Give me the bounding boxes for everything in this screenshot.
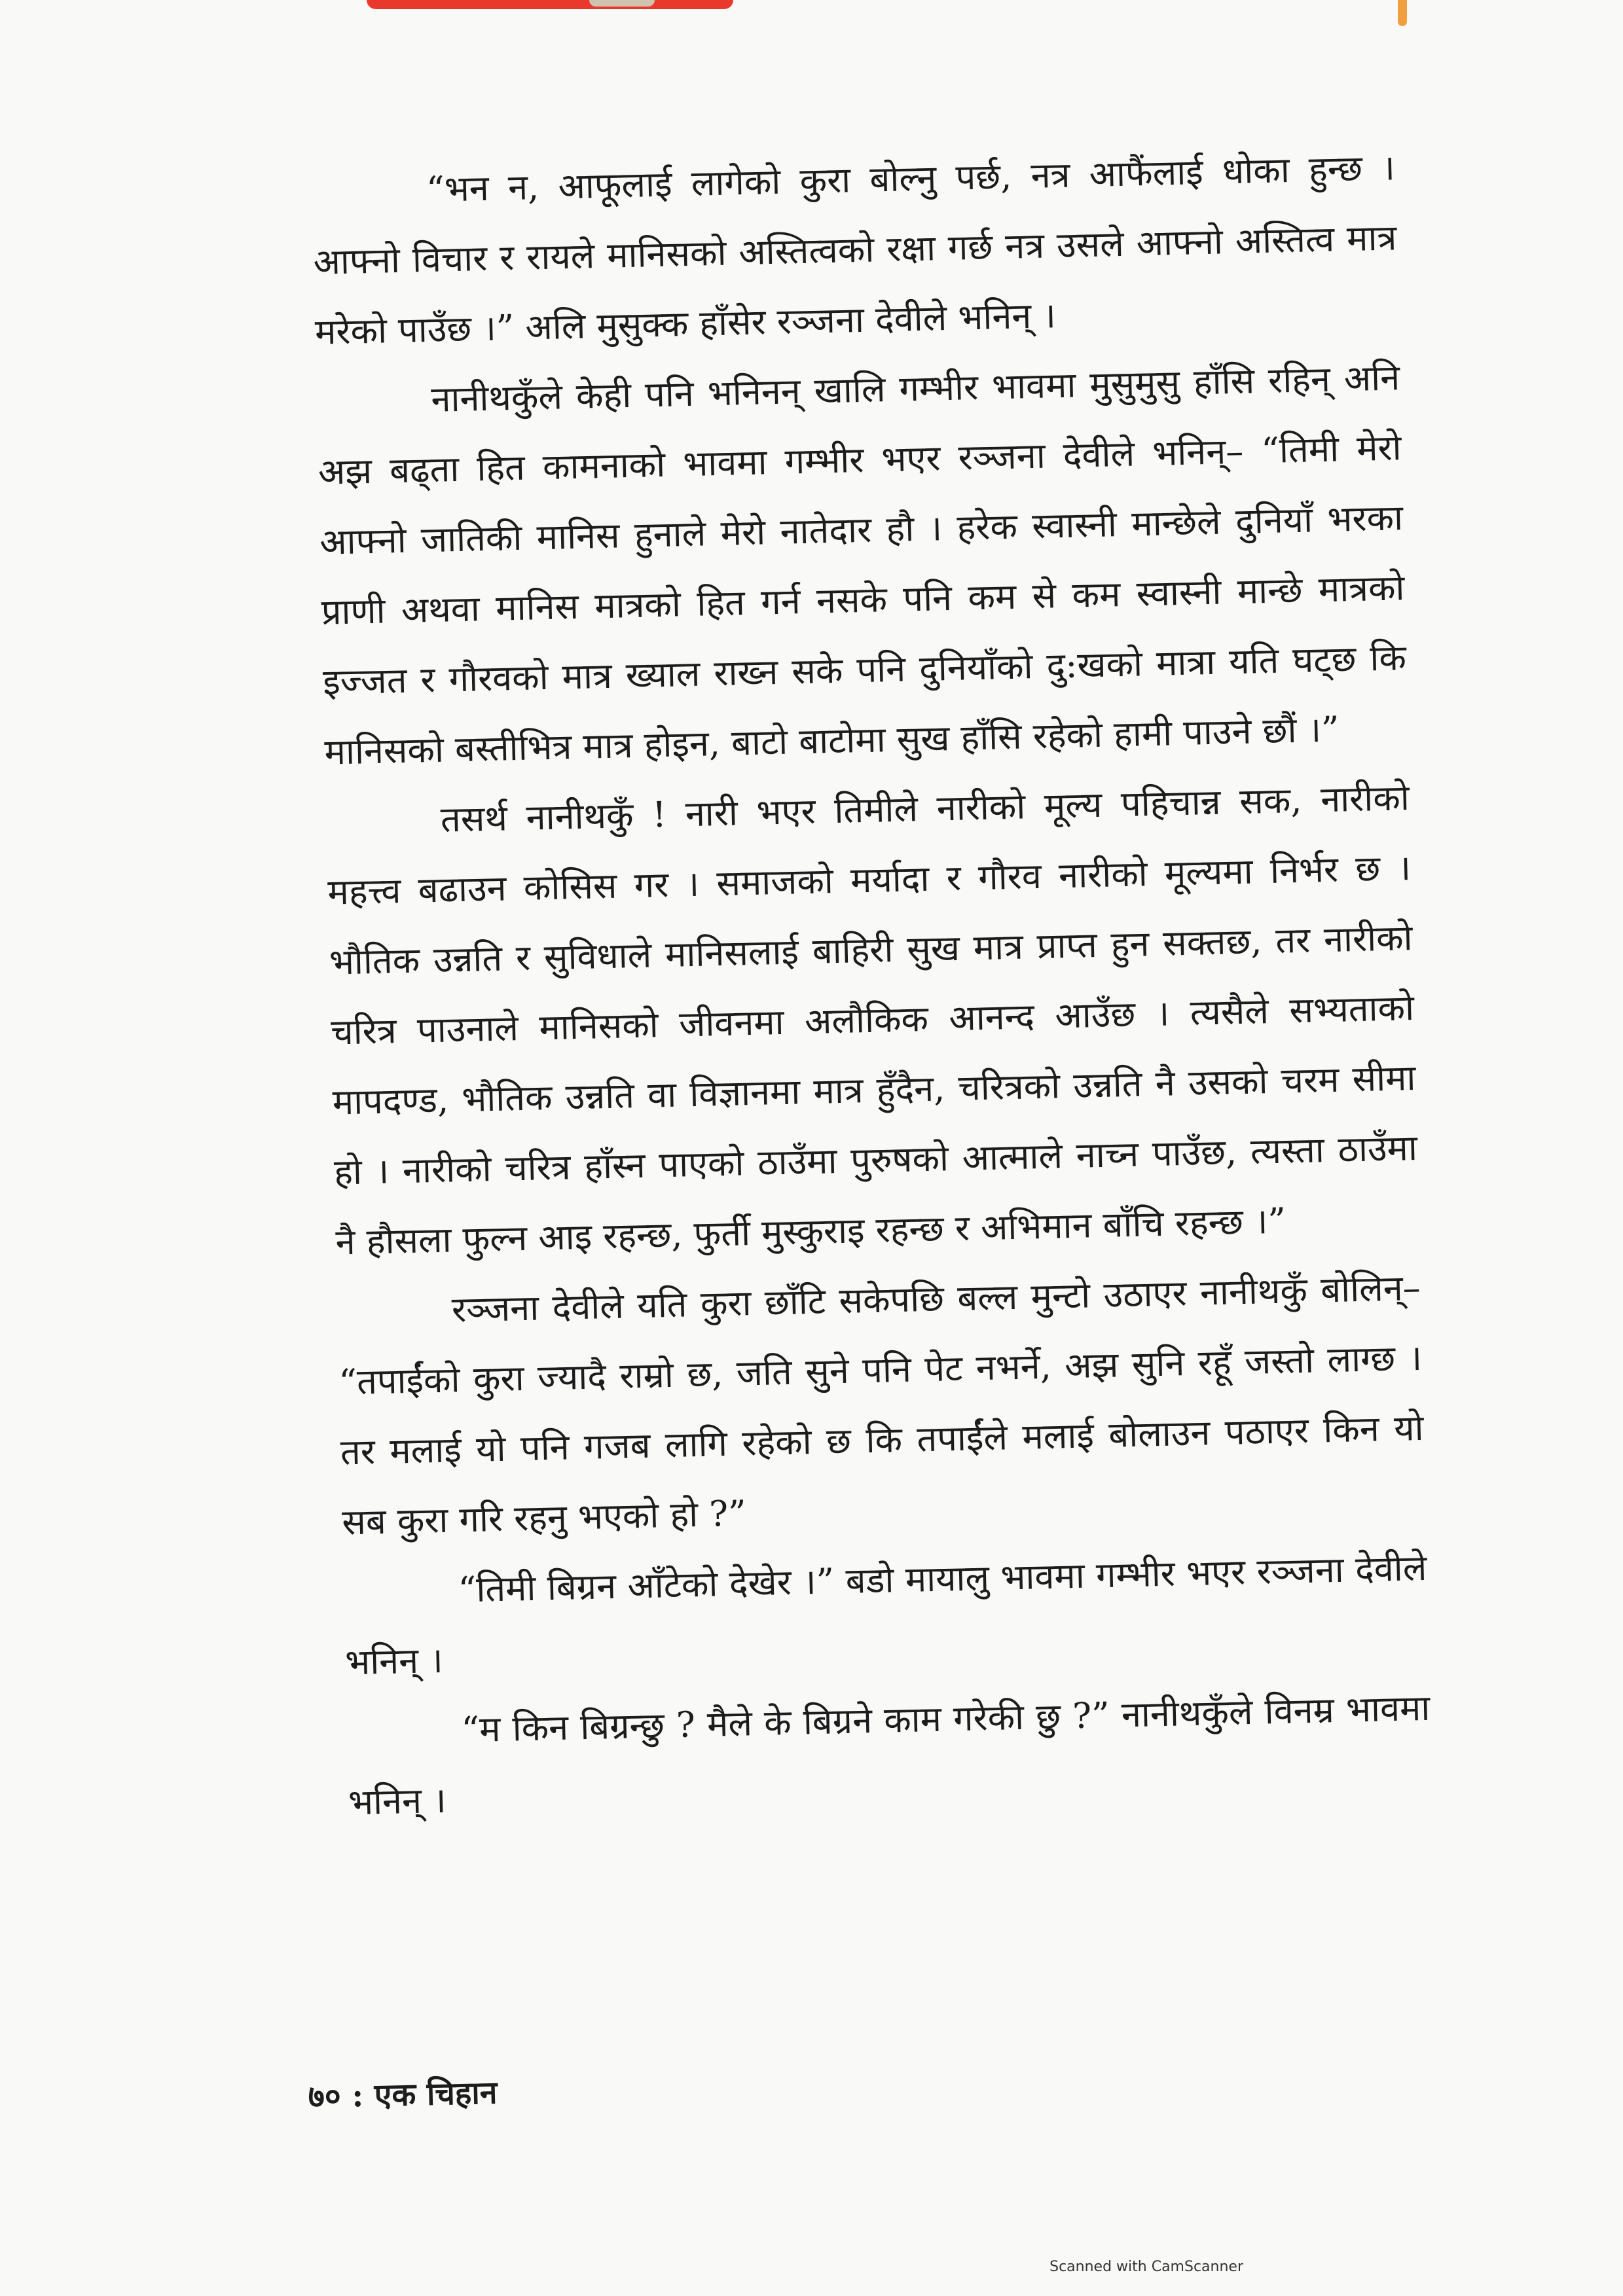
page-footer: ७० : एक चिहान: [308, 2074, 498, 2115]
scanner-watermark: Scanned with CamScanner: [1049, 2259, 1243, 2275]
paragraph: “भन न, आफूलाई लागेको कुरा बोल्नु पर्छ, नत्र आफैंलाई धोका हुन्छ । आफ्नो विचार र रायले मानिसको अस्तित्वको रक्षा गर्छ नत्र उसले आफ्नो अस्तित्व मात्र मरेको पाउँछ ।” अलि मुसुक्क हाँसेर रञ्जना देवीले भनिन् ।: [312, 147, 1397, 353]
paragraph: “तिमी बिग्रन आँटेको देखेर ।” बडो मायालु भावमा गम्भीर भएर रञ्जना देवीले भनिन् ।: [344, 1547, 1428, 1683]
cover-color-strip: [367, 0, 733, 9]
paragraph: “म किन बिग्रन्छु ? मैले के बिग्रने काम गरेकी छु ?” नानीथकुँले विनम्र भावमा भनिन् ।: [348, 1687, 1431, 1823]
body-text: [311, 132, 1432, 1837]
paragraph: रञ्जना देवीले यति कुरा छाँटि सकेपछि बल्ल मुन्टो उठाएर नानीथकुँ बोलिन्– “तपाईंको कुरा ज्यादै राम्रो छ, जति सुने पनि पेट नभर्ने, अझ सुनि रहूँ जस्तो लाग्छ । तर मलाई यो पनि गजब लागि रहेको छ कि तपाईंले मलाई बोलाउन पठाएर किन यो सब कुरा गरि रहनु भएको हो ?”: [338, 1267, 1425, 1543]
cover-smudge: [589, 0, 655, 7]
paragraph: तसर्थ नानीथकुँ ! नारी भएर तिमीले नारीको मूल्य पहिचान्न सक, नारीको महत्त्व बढाउन कोसिस गर । समाजको मर्यादा र गौरव नारीको मूल्यमा निर्भर छ । भौतिक उन्नति र सुविधाले मानिसलाई बाहिरी सुख मात्र प्राप्त हुन सक्तछ, तर नारीको चरित्र पाउनाले मानिसको जीवनमा अलौकिक आनन्द आउँछ । त्यसैले सभ्यताको मापदण्ड, भौतिक उन्नति वा विज्ञानमा मात्र हुँदैन, चरित्रको उन्नति नै उसको चरम सीमा हो । नारीको चरित्र हाँस्न पाएको ठाउँमा पुरुषको आत्माले नाच्न पाउँछ, त्यस्ता ठाउँमा नै हौसला फुल्न आइ रहन्छ, फुर्ती मुस्कुराइ रहन्छ र अभिमान बाँचि रहन्छ ।”: [327, 777, 1418, 1263]
paragraph: नानीथकुँले केही पनि भनिनन् खालि गम्भीर भावमा मुसुमुसु हाँसि रहिन् अनि अझ बढ्‌ता हित कामनाको भावमा गम्भीर भएर रञ्जना देवीले भनिन्– “तिमी मेरो आफ्नो जातिकी मानिस हुनाले मेरो नातेदार हौ । हरेक स्वास्नी मान्छेले दुनियाँ भरका प्राणी अथवा मानिस मात्रको हित गर्न नसके पनि कम से कम स्वास्नी मान्छे मात्रको इज्जत र गौरवको मात्र ख्याल राख्न सके पनि दुनियाँको दु:खको मात्रा यति घट्‌छ कि मानिसको बस्तीभित्र मात्र होइन, बाटो बाटोमा सुख हाँसि रहेको हामी पाउने छौं ।”: [318, 357, 1407, 773]
corner-mark: [1398, 0, 1407, 26]
